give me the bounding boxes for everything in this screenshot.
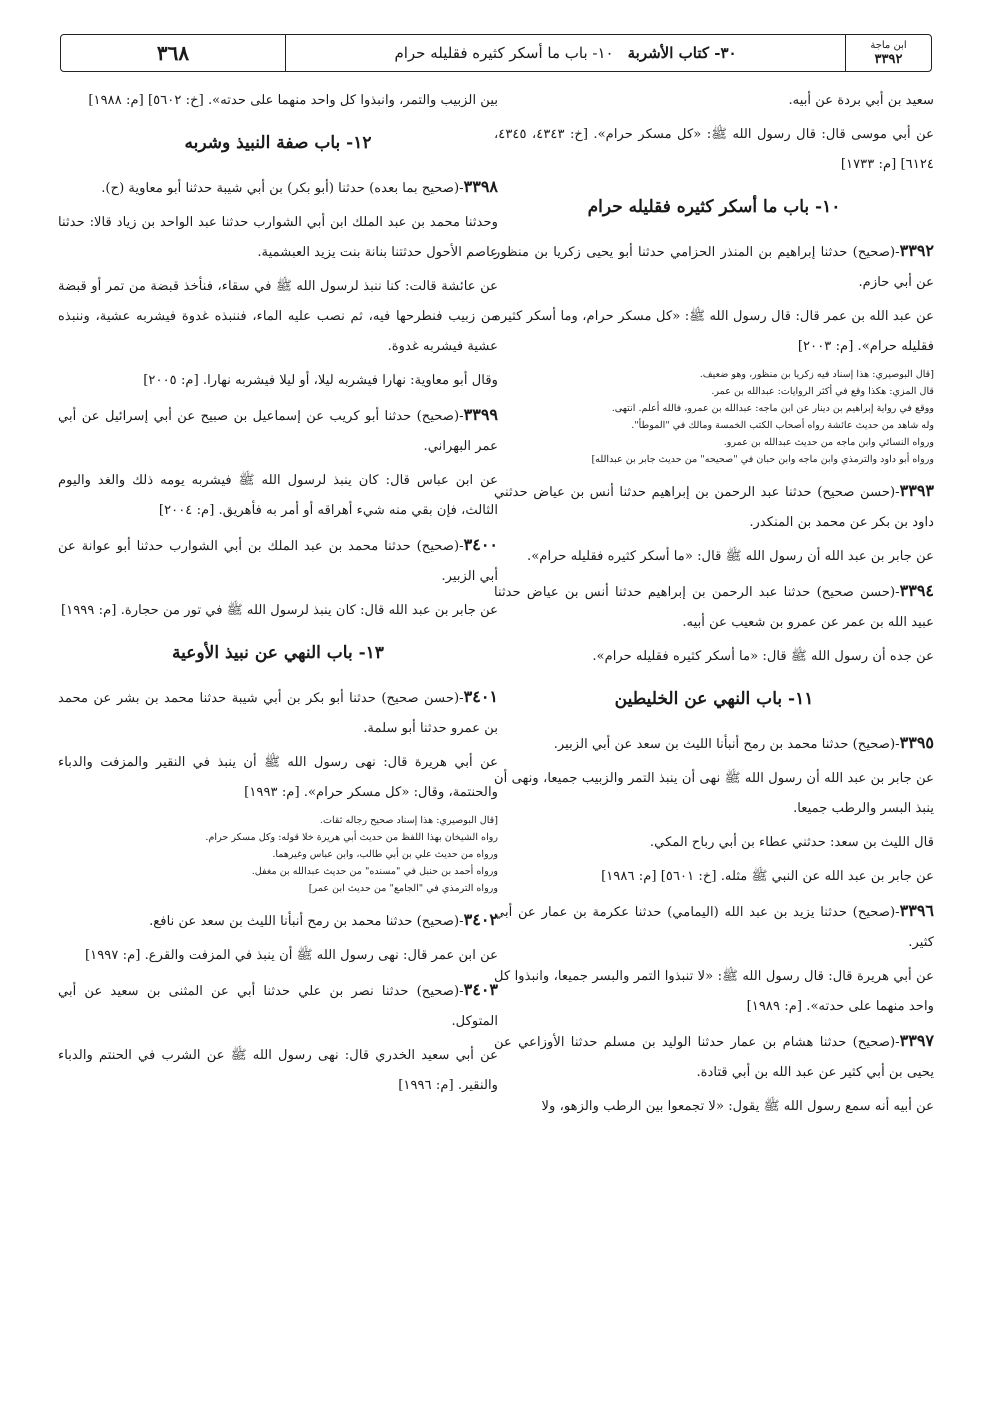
paragraph: سعيد بن أبي بردة عن أبيه.: [788, 93, 934, 108]
hadith-3398: [58, 172, 498, 204]
hadith-matn: عن عبد الله بن عمر قال: قال رسول الله ﷺ: «كل مسكر حرام، وما أسكر كثيره فقليله حرام». [م: ٢٠٠٣]: [494, 309, 934, 354]
hadith-3399: [58, 400, 498, 462]
header-chapter-title: ١٠- باب ما أسكر كثيره فقليله حرام: [394, 44, 614, 62]
hadith-isnad: -(صحيح) حدثنا محمد بن رمح أنبأنا الليث بن سعد عن نافع.: [149, 914, 464, 929]
note-line: قال المزي: هكذا وقع في أكثر الروايات: عبدالله بن عمر.: [711, 386, 934, 397]
header-collection: [846, 35, 931, 71]
hadith-matn: عن عائشة قالت: كنا ننبذ لرسول الله ﷺ في سقاء، فنأخذ قبضة من تمر أو قبضة من زبيب فنطرحها فيه، ثم نصب عليه الماء، فننبذه غدوة فيشربه عشية، وننبذه عشية فيشربه غدوة.: [58, 279, 498, 354]
hadith-number: ٣٣٩٩: [463, 405, 498, 424]
note-line: رواه الشيخان بهذا اللفظ من حديث أبي هريرة خلا قوله: وكل مسكر حرام.: [205, 832, 498, 843]
hadith-number: ٣٤٠٠: [463, 535, 498, 554]
hadith-3393: [494, 476, 934, 538]
hadith-matn: عن جده أن رسول الله ﷺ قال: «ما أسكر كثيره فقليله حرام».: [592, 649, 934, 664]
note-line: ورواه النسائي وابن ماجه من حديث عبدالله بن عمرو.: [723, 437, 934, 448]
footnotes-block: [494, 366, 934, 468]
hadith-isnad: -(صحيح) حدثنا نصر بن علي حدثنا أبي عن المثنى بن سعيد عن أبي المتوكل.: [58, 984, 498, 1029]
hadith-number: ٣٤٠٣: [463, 980, 498, 999]
hadith-3396: [494, 896, 934, 958]
hadith-number: ٣٣٩٤: [899, 581, 934, 600]
hadith-3397: [494, 1026, 934, 1088]
collection-name: ابن ماجة: [870, 40, 907, 51]
paragraph: عن أبي موسى قال: قال رسول الله ﷺ: «كل مسكر حرام». [خ: ٤٣٤٣، ٤٣٤٥، ٦١٢٤] [م: ١٧٣٣]: [494, 127, 934, 172]
note-line: ورواه من حديث علي بن أبي طالب، وابن عباس وغيرهما.: [272, 849, 498, 860]
page-number: ٣٦٨: [61, 35, 286, 71]
note-line: [قال البوصيري: هذا إسناد فيه زكريا بن منظور، وهو ضعيف.: [699, 369, 934, 380]
right-column: [494, 86, 934, 1126]
hadith-matn: عن أبي هريرة قال: نهى رسول الله ﷺ أن ينبذ في النقير والمزفت والدباء والحنتمة، وقال: «كل مسكر حرام». [م: ١٩٩٣]: [58, 755, 498, 800]
page-header: [60, 34, 932, 72]
hadith-number: ٣٣٩٢: [899, 241, 934, 260]
book-title: ٣٠- كتاب الأشربة: [627, 44, 737, 62]
note-line: ووقع في رواية إبراهيم بن دينار عن ابن ماجه: عبدالله بن عمرو، فالله أعلم. انتهى.: [611, 403, 934, 414]
chapter-heading: ١٠- باب ما أسكر كثيره فقليله حرام: [587, 197, 841, 217]
hadith-isnad: -(صحيح) حدثنا هشام بن عمار حدثنا الوليد بن مسلم حدثنا الأوزاعي عن يحيى بن أبي كثير عن عبد الله بن أبي قتادة.: [494, 1035, 934, 1080]
hadith-3403: [58, 975, 498, 1037]
hadith-matn: عن أبي سعيد الخدري قال: نهى رسول الله ﷺ عن الشرب في الحنتم والدباء والنقير. [م: ١٩٩٦]: [58, 1048, 498, 1093]
hadith-isnad: -(صحيح) حدثنا إبراهيم بن المنذر الحزامي حدثنا أبو يحيى زكريا بن منظور عن أبي حازم.: [494, 245, 934, 290]
hadith-3401: [58, 682, 498, 744]
hadith-3392: [494, 236, 934, 298]
hadith-matn: عن جابر بن عبد الله قال: كان ينبذ لرسول الله ﷺ في تور من حجارة. [م: ١٩٩٩]: [60, 603, 498, 618]
hadith-3402: [58, 905, 498, 937]
hadith-matn: عن جابر بن عبد الله أن رسول الله ﷺ نهى أن ينبذ التمر والزبيب جميعا، ونهى أن ينبذ البسر والرطب جميعا.: [494, 771, 934, 816]
hadith-isnad: -(صحيح) حدثنا محمد بن رمح أنبأنا الليث بن سعد عن أبي الزبير.: [553, 737, 900, 752]
hadith-number: ٣٣٩٨: [463, 177, 498, 196]
paragraph: قال الليث بن سعد: حدثني عطاء بن أبي رباح المكي.: [649, 835, 934, 850]
hadith-matn: عن أبي هريرة قال: قال رسول الله ﷺ: «لا تنبذوا التمر والبسر جميعا، وانبذوا كل واحد منهما على حدته». [م: ١٩٨٩]: [494, 969, 934, 1014]
paragraph: وحدثنا محمد بن عبد الملك ابن أبي الشوارب حدثنا عبد الواحد بن زياد قالا: حدثنا عاصم الأحول حدثتنا بنانة بنت يزيد العبشمية.: [58, 215, 498, 260]
hadith-isnad: -(صحيح) حدثنا يزيد بن عبد الله (اليمامي) حدثنا عكرمة بن عمار عن أبي كثير.: [494, 905, 934, 950]
hadith-isnad: -(حسن صحيح) حدثنا عبد الرحمن بن إبراهيم حدثنا أنس بن عياض حدثنا عبيد الله بن عمر عن عمرو بن شعيب عن أبيه.: [494, 585, 934, 630]
footnotes-block: [58, 812, 498, 897]
note-line: ورواه الترمذي في "الجامع" من حديث ابن عمر]: [308, 883, 498, 894]
hadith-number: ٣٣٩٦: [899, 901, 934, 920]
hadith-isnad: -(صحيح) حدثنا أبو كريب عن إسماعيل بن صبيح عن أبي إسرائيل عن أبي عمر البهراني.: [58, 409, 498, 454]
hadith-3394: [494, 576, 934, 638]
hadith-number: ٣٣٩٧: [899, 1031, 934, 1050]
hadith-matn: عن جابر بن عبد الله أن رسول الله ﷺ قال: «ما أسكر كثيره فقليله حرام».: [527, 549, 934, 564]
hadith-matn: عن أبيه أنه سمع رسول الله ﷺ يقول: «لا تجمعوا بين الرطب والزهو، ولا: [541, 1099, 934, 1114]
hadith-isnad: -(حسن صحيح) حدثنا أبو بكر بن أبي شيبة حدثنا محمد بن بشر عن محمد بن عمرو حدثنا أبو سلمة.: [58, 691, 498, 736]
hadith-isnad: -(صحيح) حدثنا محمد بن عبد الملك بن أبي الشوارب حدثنا أبو عوانة عن أبي الزبير.: [58, 539, 498, 584]
hadith-number: ٣٣٩٣: [899, 481, 934, 500]
chapter-heading: ١٣- باب النهي عن نبيذ الأوعية: [172, 643, 384, 663]
hadith-3395: [494, 728, 934, 760]
note-line: ورواه أبو داود والترمذي وابن ماجه وابن حبان في "صحيحه" من حديث جابر بن عبدالله]: [591, 454, 934, 465]
paragraph: وقال أبو معاوية: نهارا فيشربه ليلا، أو ليلا فيشربه نهارا. [م: ٢٠٠٥]: [143, 373, 498, 388]
note-line: وله شاهد من حديث عائشة رواه أصحاب الكتب الخمسة ومالك في "الموطأ".: [631, 420, 934, 431]
note-line: [قال البوصيري: هذا إسناد صحيح رجاله ثقات.: [319, 815, 498, 826]
paragraph: عن جابر بن عبد الله عن النبي ﷺ مثله. [خ: ٥٦٠١] [م: ١٩٨٦]: [601, 869, 934, 884]
left-column: [58, 86, 498, 1105]
chapter-heading: ١١- باب النهي عن الخليطين: [614, 689, 814, 709]
hadith-number: ٣٤٠٢: [463, 910, 498, 929]
note-line: ورواه أحمد بن حنبل في "مسنده" من حديث عبدالله بن مغفل.: [251, 866, 498, 877]
hadith-matn: عن ابن عباس قال: كان ينبذ لرسول الله ﷺ فيشربه يومه ذلك والغد واليوم الثالث، فإن بقي منه شيء أهراقه أو أمر به فأهريق. [م: ٢٠٠٤]: [58, 473, 498, 518]
hadith-number: ٣٣٩٥: [899, 733, 934, 752]
hadith-number: ٣٤٠١: [463, 687, 498, 706]
hadith-isnad: -(صحيح بما بعده) حدثنا (أبو بكر) بن أبي شيبة حدثنا أبو معاوية (ح).: [101, 181, 464, 196]
header-titles: [286, 35, 846, 71]
paragraph: بين الزبيب والتمر، وانبذوا كل واحد منهما على حدته». [خ: ٥٦٠٢] [م: ١٩٨٨]: [88, 93, 498, 108]
hadith-range: ٣٣٩٢: [874, 52, 903, 67]
hadith-matn: عن ابن عمر قال: نهى رسول الله ﷺ أن ينبذ في المزفت والقرع. [م: ١٩٩٧]: [84, 948, 498, 963]
chapter-heading: ١٢- باب صفة النبيذ وشربه: [184, 133, 372, 153]
hadith-isnad: -(حسن صحيح) حدثنا عبد الرحمن بن إبراهيم حدثنا أنس بن عياض حدثني داود بن بكر عن محمد بن المنكدر.: [494, 485, 934, 530]
hadith-3400: [58, 530, 498, 592]
